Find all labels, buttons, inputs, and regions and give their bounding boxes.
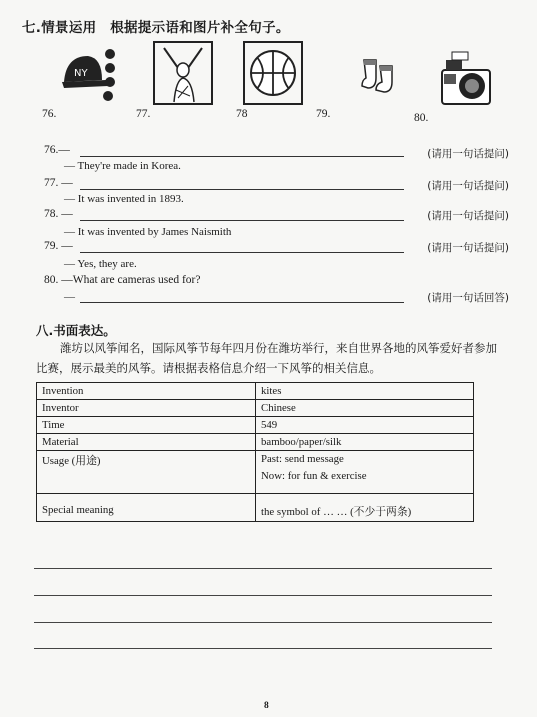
table-row <box>37 451 474 494</box>
table-value: 549 <box>256 417 474 434</box>
picture-number: 79. <box>316 108 331 120</box>
table-value: kites <box>256 383 474 400</box>
question-78-hint: (请用一句话提问) <box>427 210 509 222</box>
table-key: Time <box>37 417 256 434</box>
section-8-paragraph: 潍坊以风筝闻名，国际风筝节每年四月份在潍坊举行，来自世界各地的风筝爱好者参加比赛，展示最美的风筝。请根据表格信息介绍一下风筝的相关信息。 <box>36 341 497 375</box>
usage-past: Past: send message <box>261 453 344 465</box>
table-value: Chinese <box>256 400 474 417</box>
question-77-blank[interactable] <box>80 189 404 190</box>
table-value: the symbol of … … (不少于两条) <box>256 494 474 522</box>
table-key: Material <box>37 434 256 451</box>
question-77-prefix: 77. — <box>44 177 73 189</box>
question-79-hint: (请用一句话提问) <box>427 242 509 254</box>
kite-person-icon <box>152 40 214 106</box>
question-79-answer: — Yes, they are. <box>64 258 137 270</box>
picture-number: 78 <box>236 108 248 120</box>
question-76-prefix: 76.— <box>44 144 70 156</box>
table-key: Usage (用途) <box>37 451 256 494</box>
writing-line[interactable] <box>34 595 492 596</box>
table-row <box>37 494 474 522</box>
question-78-blank[interactable] <box>80 220 404 221</box>
picture-number: 77. <box>136 108 151 120</box>
table-key: Invention <box>37 383 256 400</box>
question-76-blank[interactable] <box>80 156 404 157</box>
table-row <box>37 434 474 451</box>
question-76-answer: — They're made in Korea. <box>64 160 181 172</box>
socks-icon <box>360 56 404 96</box>
question-78-answer: — It was invented by James Naismith <box>64 226 232 238</box>
question-79-blank[interactable] <box>80 252 404 253</box>
question-80-prefix: 80. —What are cameras used for? <box>44 274 201 286</box>
section-7-title: 七.情景运用 根据提示语和图片补全句子。 <box>22 20 290 36</box>
writing-line[interactable] <box>34 648 492 649</box>
table-key: Special meaning <box>37 494 256 522</box>
question-77-hint: (请用一句话提问) <box>427 180 509 192</box>
question-77-answer: — It was invented in 1893. <box>64 193 184 205</box>
question-76-hint: (请用一句话提问) <box>427 148 509 160</box>
kite-info-table <box>36 382 474 522</box>
picture-number: 76. <box>42 108 57 120</box>
usage-now: Now: for fun & exercise <box>261 470 367 482</box>
table-row <box>37 400 474 417</box>
basketball-icon <box>242 40 304 106</box>
cap-and-balls-icon <box>58 40 120 106</box>
question-80-hint: (请用一句话回答) <box>427 292 509 304</box>
question-78-prefix: 78. — <box>44 208 73 220</box>
writing-line[interactable] <box>34 568 492 569</box>
section-8-title: 八.书面表达。 <box>36 323 116 338</box>
writing-line[interactable] <box>34 622 492 623</box>
question-80-answer-prefix: — <box>64 291 75 303</box>
table-row <box>37 383 474 400</box>
question-80-blank[interactable] <box>80 302 404 303</box>
table-value <box>256 451 474 494</box>
table-key: Inventor <box>37 400 256 417</box>
page-number: 8 <box>264 701 269 711</box>
table-value: bamboo/paper/silk <box>256 434 474 451</box>
table-row <box>37 417 474 434</box>
camera-icon <box>438 48 496 108</box>
picture-number: 80. <box>414 112 429 124</box>
svg-text:NY: NY <box>74 68 88 79</box>
question-79-prefix: 79. — <box>44 240 73 252</box>
